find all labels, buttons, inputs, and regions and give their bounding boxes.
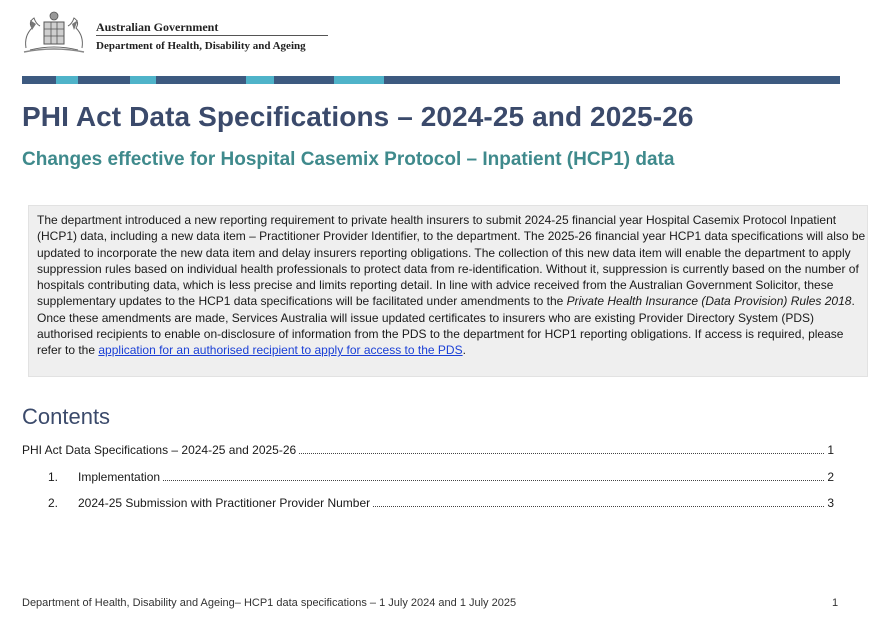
toc-leader bbox=[299, 444, 824, 454]
band-segment bbox=[246, 76, 274, 84]
toc-entry-page: 1 bbox=[827, 443, 834, 457]
toc-entry-label: 2024-25 Submission with Practitioner Provider Number bbox=[78, 496, 371, 510]
toc-entry[interactable] bbox=[48, 470, 834, 484]
notice-box bbox=[28, 205, 868, 377]
notice-text-part-2: . Once these amendments are made, Services Australia will issue updated certificates to insurers who are existing Provider Directory System (PDS) authorised recipients to enable on-disclosure of information from the PDS to the department for HCP1 reporting obligations. If access is required, please refer to the bbox=[37, 294, 855, 358]
band-segment bbox=[56, 76, 78, 84]
page-subtitle: Changes effective for Hospital Casemix Protocol – Inpatient (HCP1) data bbox=[22, 149, 675, 170]
notice-text bbox=[37, 212, 867, 359]
government-name: Australian Government bbox=[96, 20, 219, 34]
footer-page-number: 1 bbox=[832, 597, 839, 609]
band-segment bbox=[78, 76, 130, 84]
toc-entry[interactable] bbox=[48, 496, 834, 510]
band-segment bbox=[334, 76, 384, 84]
band-segment bbox=[156, 76, 246, 84]
notice-text-part-1: The department introduced a new reporting requirement to private health insurers to submit 2024-25 financial year Hospital Casemix Protocol Inpatient (HCP1) data, including a new data item – Practitioner Provider Identifier, to the department. The 2025-26 financial year HCP1 data specifications will also be updated to incorporate the new data item and delay insurers reporting obligations. The collection of this new data item will enable the department to apply suppression rules based on individual health professionals to protect data from re-identification. Without it, suppression is currently based on the number of hospitals contributing data, which is less precise and limits reporting detail. In line with advice received from the Australian Government Solicitor, these supplementary updates to the HCP1 data specifications will be facilitated under amendments to the bbox=[37, 213, 866, 309]
notice-text-end: . bbox=[462, 343, 466, 358]
footer-text: Department of Health, Disability and Ageing– HCP1 data specifications – 1 July 2024 and 1 July 2025 bbox=[22, 597, 517, 609]
decorative-band bbox=[22, 76, 840, 84]
toc-entry-label: PHI Act Data Specifications – 2024-25 and 2025-26 bbox=[22, 443, 297, 457]
department-name: Department of Health, Disability and Ageing bbox=[96, 40, 306, 52]
band-segment bbox=[130, 76, 156, 84]
band-segment bbox=[274, 76, 334, 84]
coat-of-arms-icon bbox=[20, 8, 88, 54]
page-title: PHI Act Data Specifications – 2024-25 and 2025-26 bbox=[22, 101, 694, 132]
contents-heading: Contents bbox=[22, 404, 111, 429]
toc-leader bbox=[373, 497, 824, 507]
toc-entry[interactable] bbox=[22, 443, 834, 457]
band-segment bbox=[22, 76, 56, 84]
toc-entry-number: 2. bbox=[48, 496, 59, 510]
authorised-recipient-link[interactable]: application for an authorised recipient to apply for access to the PDS bbox=[98, 343, 463, 358]
toc-entry-number: 1. bbox=[48, 470, 59, 484]
toc-entry-page: 2 bbox=[827, 470, 834, 484]
toc-leader bbox=[163, 471, 824, 481]
toc-entry-label: Implementation bbox=[78, 470, 161, 484]
band-segment bbox=[384, 76, 840, 84]
toc-entry-page: 3 bbox=[827, 496, 834, 510]
notice-italic-rules: Private Health Insurance (Data Provision) Rules 2018 bbox=[566, 294, 852, 309]
header-divider bbox=[96, 35, 328, 36]
